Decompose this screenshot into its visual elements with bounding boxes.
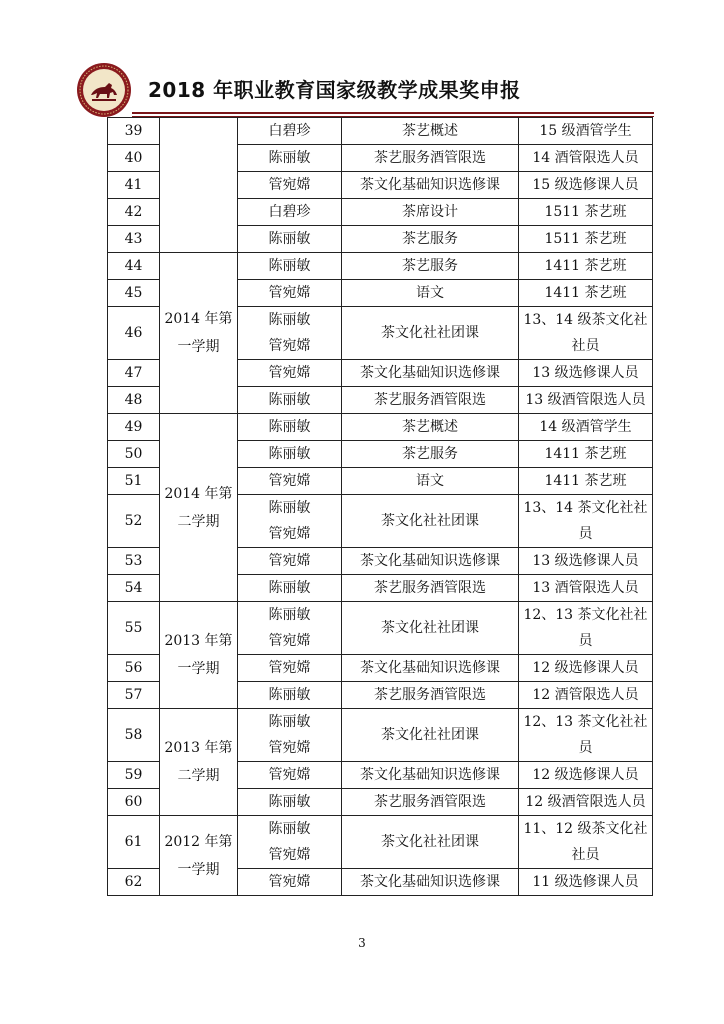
target-cell: 13、14 茶文化社社 员 bbox=[519, 495, 653, 548]
course-cell: 茶艺服务 bbox=[342, 226, 519, 253]
course-cell: 茶文化基础知识选修课 bbox=[342, 360, 519, 387]
teacher-cell: 陈丽敏 bbox=[238, 682, 342, 709]
teacher-cell: 陈丽敏 管宛嫦 bbox=[238, 602, 342, 655]
teacher-cell: 陈丽敏 bbox=[238, 226, 342, 253]
semester-cell: 2013 年第 二学期 bbox=[160, 709, 238, 816]
course-cell: 茶文化基础知识选修课 bbox=[342, 548, 519, 575]
teacher-cell: 陈丽敏 bbox=[238, 414, 342, 441]
target-cell: 13 酒管限选人员 bbox=[519, 575, 653, 602]
target-cell: 1411 茶艺班 bbox=[519, 253, 653, 280]
course-cell: 语文 bbox=[342, 280, 519, 307]
target-cell: 12 酒管限选人员 bbox=[519, 682, 653, 709]
row-number-cell: 43 bbox=[108, 226, 160, 253]
row-number-cell: 59 bbox=[108, 762, 160, 789]
course-cell: 茶艺服务酒管限选 bbox=[342, 682, 519, 709]
semester-cell: 2013 年第 一学期 bbox=[160, 602, 238, 709]
row-number-cell: 51 bbox=[108, 468, 160, 495]
target-cell: 1411 茶艺班 bbox=[519, 468, 653, 495]
table-row bbox=[108, 414, 653, 441]
course-cell: 茶艺服务酒管限选 bbox=[342, 575, 519, 602]
teacher-cell: 陈丽敏 bbox=[238, 441, 342, 468]
target-cell: 13 级选修课人员 bbox=[519, 548, 653, 575]
target-cell: 12 级酒管限选人员 bbox=[519, 789, 653, 816]
course-cell: 茶文化基础知识选修课 bbox=[342, 762, 519, 789]
row-number-cell: 58 bbox=[108, 709, 160, 762]
row-number-cell: 55 bbox=[108, 602, 160, 655]
teacher-cell: 白碧珍 bbox=[238, 118, 342, 145]
teacher-cell: 陈丽敏 管宛嫦 bbox=[238, 816, 342, 869]
semester-cell: 2012 年第 一学期 bbox=[160, 816, 238, 896]
row-number-cell: 41 bbox=[108, 172, 160, 199]
course-cell: 茶文化社社团课 bbox=[342, 495, 519, 548]
course-cell: 茶艺服务 bbox=[342, 253, 519, 280]
table-row bbox=[108, 118, 653, 145]
course-cell: 茶文化社社团课 bbox=[342, 307, 519, 360]
teacher-cell: 陈丽敏 bbox=[238, 789, 342, 816]
row-number-cell: 46 bbox=[108, 307, 160, 360]
row-number-cell: 56 bbox=[108, 655, 160, 682]
teacher-cell: 管宛嫦 bbox=[238, 468, 342, 495]
row-number-cell: 44 bbox=[108, 253, 160, 280]
target-cell: 12 级选修课人员 bbox=[519, 762, 653, 789]
table-row bbox=[108, 816, 653, 869]
course-cell: 茶艺服务酒管限选 bbox=[342, 387, 519, 414]
course-cell: 茶艺概述 bbox=[342, 414, 519, 441]
target-cell: 12、13 茶文化社社 员 bbox=[519, 709, 653, 762]
target-cell: 1511 茶艺班 bbox=[519, 199, 653, 226]
row-number-cell: 52 bbox=[108, 495, 160, 548]
teacher-cell: 陈丽敏 bbox=[238, 145, 342, 172]
row-number-cell: 57 bbox=[108, 682, 160, 709]
target-cell: 13、14 级茶文化社 社员 bbox=[519, 307, 653, 360]
row-number-cell: 47 bbox=[108, 360, 160, 387]
row-number-cell: 61 bbox=[108, 816, 160, 869]
teacher-cell: 陈丽敏 bbox=[238, 575, 342, 602]
semester-cell bbox=[160, 118, 238, 253]
row-number-cell: 62 bbox=[108, 869, 160, 896]
semester-cell: 2014 年第 一学期 bbox=[160, 253, 238, 414]
course-cell: 茶席设计 bbox=[342, 199, 519, 226]
target-cell: 14 酒管限选人员 bbox=[519, 145, 653, 172]
course-cell: 茶艺服务酒管限选 bbox=[342, 145, 519, 172]
target-cell: 15 级选修课人员 bbox=[519, 172, 653, 199]
header-divider bbox=[132, 112, 654, 114]
row-number-cell: 45 bbox=[108, 280, 160, 307]
row-number-cell: 49 bbox=[108, 414, 160, 441]
target-cell: 12 级选修课人员 bbox=[519, 655, 653, 682]
teacher-cell: 陈丽敏 管宛嫦 bbox=[238, 709, 342, 762]
semester-cell: 2014 年第 二学期 bbox=[160, 414, 238, 602]
target-cell: 13 级选修课人员 bbox=[519, 360, 653, 387]
school-logo bbox=[76, 62, 132, 118]
target-cell: 1411 茶艺班 bbox=[519, 280, 653, 307]
teacher-cell: 管宛嫦 bbox=[238, 869, 342, 896]
teacher-cell: 管宛嫦 bbox=[238, 172, 342, 199]
teacher-cell: 管宛嫦 bbox=[238, 360, 342, 387]
page-header bbox=[76, 62, 676, 118]
table-row bbox=[108, 709, 653, 762]
target-cell: 12、13 茶文化社社 员 bbox=[519, 602, 653, 655]
course-cell: 茶文化社社团课 bbox=[342, 709, 519, 762]
teacher-cell: 陈丽敏 管宛嫦 bbox=[238, 307, 342, 360]
row-number-cell: 53 bbox=[108, 548, 160, 575]
target-cell: 11、12 级茶文化社 社员 bbox=[519, 816, 653, 869]
course-cell: 茶艺服务 bbox=[342, 441, 519, 468]
course-cell: 茶文化基础知识选修课 bbox=[342, 869, 519, 896]
target-cell: 1511 茶艺班 bbox=[519, 226, 653, 253]
teacher-cell: 陈丽敏 bbox=[238, 253, 342, 280]
course-cell: 茶文化社社团课 bbox=[342, 816, 519, 869]
course-cell: 语文 bbox=[342, 468, 519, 495]
row-number-cell: 50 bbox=[108, 441, 160, 468]
course-cell: 茶文化基础知识选修课 bbox=[342, 655, 519, 682]
teacher-cell: 管宛嫦 bbox=[238, 280, 342, 307]
course-cell: 茶艺服务酒管限选 bbox=[342, 789, 519, 816]
document-title: 2018 年职业教育国家级教学成果奖申报 bbox=[148, 78, 521, 102]
row-number-cell: 60 bbox=[108, 789, 160, 816]
row-number-cell: 39 bbox=[108, 118, 160, 145]
course-table bbox=[107, 117, 653, 896]
teacher-cell: 管宛嫦 bbox=[238, 762, 342, 789]
course-cell: 茶文化基础知识选修课 bbox=[342, 172, 519, 199]
table-row bbox=[108, 253, 653, 280]
course-cell: 茶文化社社团课 bbox=[342, 602, 519, 655]
target-cell: 14 级酒管学生 bbox=[519, 414, 653, 441]
row-number-cell: 54 bbox=[108, 575, 160, 602]
target-cell: 11 级选修课人员 bbox=[519, 869, 653, 896]
course-cell: 茶艺概述 bbox=[342, 118, 519, 145]
teacher-cell: 陈丽敏 bbox=[238, 387, 342, 414]
row-number-cell: 42 bbox=[108, 199, 160, 226]
row-number-cell: 48 bbox=[108, 387, 160, 414]
teacher-cell: 管宛嫦 bbox=[238, 655, 342, 682]
table-row bbox=[108, 602, 653, 655]
page-number: 3 bbox=[358, 936, 366, 950]
row-number-cell: 40 bbox=[108, 145, 160, 172]
target-cell: 13 级酒管限选人员 bbox=[519, 387, 653, 414]
target-cell: 15 级酒管学生 bbox=[519, 118, 653, 145]
teacher-cell: 管宛嫦 bbox=[238, 548, 342, 575]
teacher-cell: 白碧珍 bbox=[238, 199, 342, 226]
target-cell: 1411 茶艺班 bbox=[519, 441, 653, 468]
teacher-cell: 陈丽敏 管宛嫦 bbox=[238, 495, 342, 548]
